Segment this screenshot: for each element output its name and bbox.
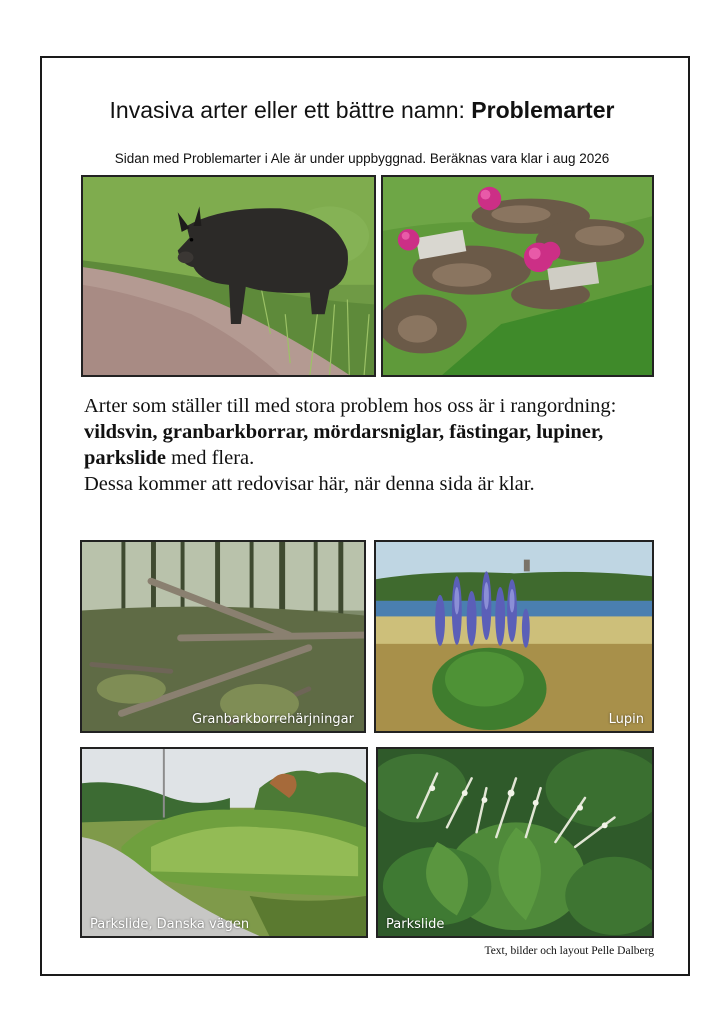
- title-prefix: Invasiva arter eller ett bättre namn:: [109, 97, 472, 123]
- knotweed-road-caption: Parkslide, Danska vägen: [90, 917, 250, 932]
- description-line-3: Dessa kommer att redovisar här, när denna sida är klar.: [84, 473, 535, 495]
- knotweed-flower-photo: [376, 747, 654, 938]
- species-description: [84, 393, 684, 497]
- species-list-bold: vildsvin, granbarkborrar, mördarsniglar, fästingar, lupiner,: [84, 421, 604, 443]
- lupin-photo: [374, 540, 654, 733]
- graves-damage-photo: [381, 175, 654, 377]
- lupin-caption: Lupin: [608, 712, 644, 727]
- page-subtitle: Sidan med Problemarter i Ale är under uppbyggnad. Beräknas vara klar i aug 2026: [114, 151, 610, 166]
- wild-boar-photo: [81, 175, 376, 377]
- bark-beetle-damage-photo: [80, 540, 366, 733]
- description-line-1: Arter som ställer till med stora problem hos oss är i rangordning:: [84, 395, 617, 417]
- description-species-line: [84, 419, 684, 445]
- species-list-rest: med flera.: [166, 447, 255, 469]
- credit-line: Text, bilder och layout Pelle Dalberg: [484, 945, 654, 957]
- title-bold: Problemarter: [471, 97, 615, 123]
- knotweed-flower-caption: Parkslide: [386, 917, 445, 932]
- bark-beetle-caption: Granbarkborrehärjningar: [192, 712, 354, 727]
- knotweed-road-photo: [80, 747, 368, 938]
- description-species-line-2: [84, 445, 684, 471]
- species-list-bold-2: parkslide: [84, 447, 167, 469]
- page-title: [0, 97, 724, 124]
